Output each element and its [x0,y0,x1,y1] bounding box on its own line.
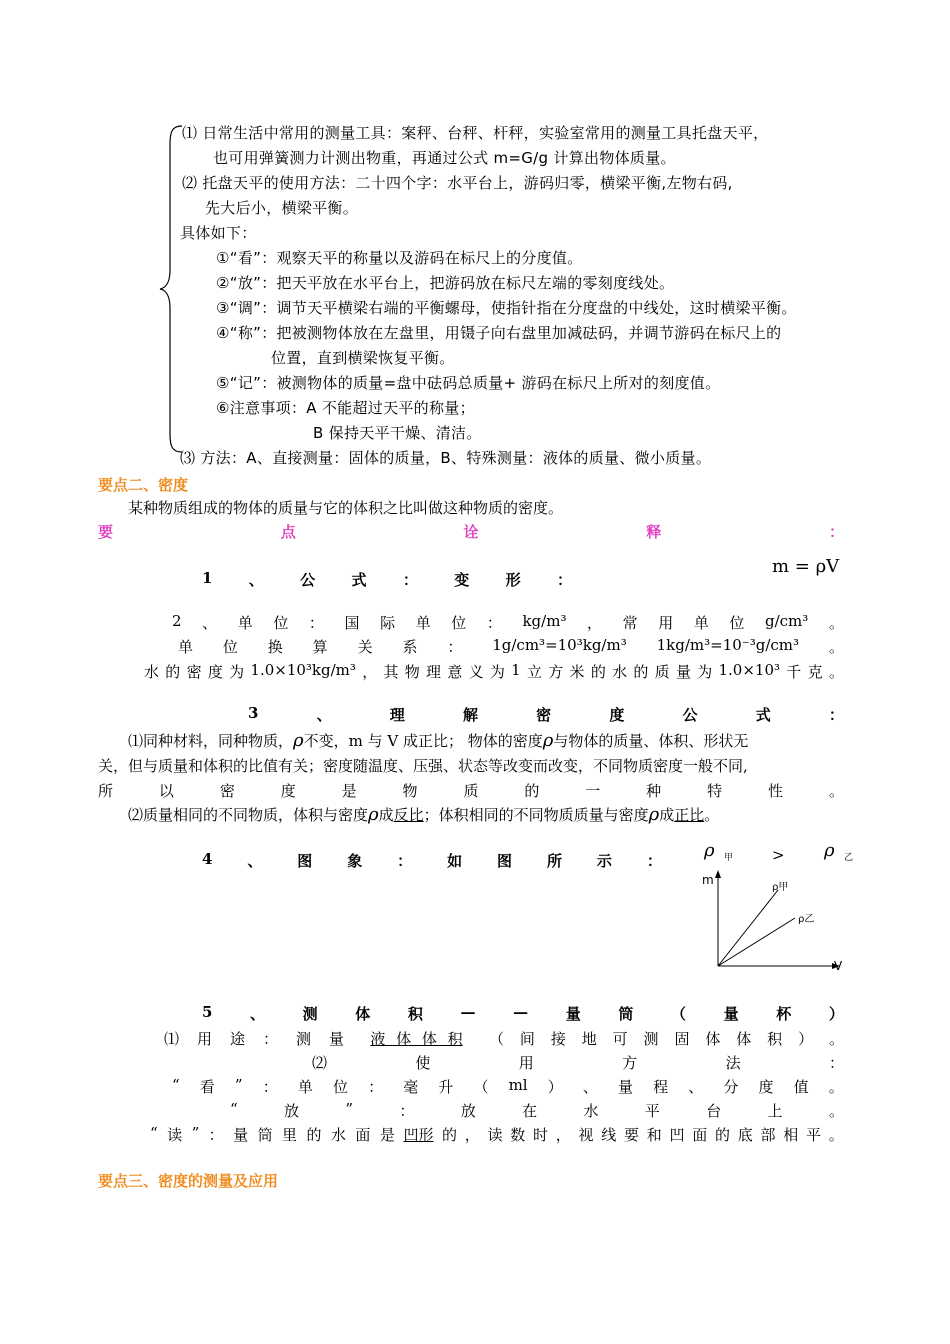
text-token: 种 [646,782,662,800]
text-token: 密 [219,782,235,800]
text-token: 理 [389,706,405,724]
text-token: 为 [489,663,505,681]
bracket-line-14: ⑶ 方法：A、直接测量：固体的质量，B、特殊测量：液体的质量、微小质量。 [180,449,712,467]
use-row [164,1028,844,1049]
text-token: 式 [755,706,771,724]
concave-shape: 凹形 [403,1126,434,1144]
text-token: 式 [351,571,367,589]
text-token: 测 [643,1030,659,1048]
text-token: 际 [380,614,396,632]
u1b: 不变，m 与 V 成正比； 物体的密度 [303,732,543,750]
text-token: 所 [546,852,562,870]
text-token: 读 [487,1126,503,1144]
text-token: 1g/cm³=10³kg/m³ [492,636,627,654]
understand-line-3 [98,780,844,801]
read-row-a [150,1124,395,1145]
text-token: ： [556,571,572,589]
text-token: 常 [622,614,638,632]
text-token: 图 [297,852,313,870]
text-token: 。 [828,782,844,800]
text-token: 体 [736,1030,752,1048]
text-token: 积 [407,1005,423,1023]
text-token: ） [828,1005,844,1023]
text-token: 体 [705,1030,721,1048]
text-token: 固 [674,1030,690,1048]
use-row-b [489,1028,844,1049]
rho-symbol: ρ [368,804,379,825]
text-token: 变 [454,571,470,589]
text-token: 3 [248,704,259,722]
text-token: 1.0×10³kg/m³ [250,661,356,679]
text-token: 。 [828,614,844,632]
text-token: 换 [267,638,283,656]
formula-row [202,569,572,590]
text-token: 是 [379,1126,395,1144]
density-graph [700,870,850,980]
text-token: 度 [758,1078,774,1096]
use-row-a [164,1028,344,1049]
text-token: 度 [609,706,625,724]
text-token: 放 [460,1102,476,1120]
text-token: 、 [247,852,263,870]
text-token: 使 [415,1054,431,1072]
text-token: ） [547,1078,563,1096]
bracket-line-1: ⑴ 日常生活中常用的测量工具：案秤、台秤、杆秤，实验室常用的测量工具托盘天平， [182,124,769,142]
u4d: ；体积相同的不同物质质量与密度 [423,806,649,824]
unit-row [172,612,844,633]
text-token: 、 [250,1005,266,1023]
bracket-line-9: ④“称”：把被测物体放在左盘里，用镊子向右盘里加减砝码，并调节游码在标尺上的 [216,324,782,342]
text-token: 法 [725,1054,741,1072]
density-definition: 某种物质组成的物体的质量与它的体积之比叫做这种物质的密度。 [128,499,564,517]
text-token: ： [646,852,662,870]
text-token: 水 [144,663,160,681]
text-token: 点 [280,523,296,541]
text-token: 在 [522,1102,538,1120]
liquid-volume: 液 体 体 积 [370,1030,463,1048]
text-token: 时 [532,1126,548,1144]
text-token: ： [486,614,502,632]
u4g: 。 [704,806,720,824]
text-token: 单 [237,614,253,632]
text-token: 的 [633,663,649,681]
text-token: 台 [706,1102,722,1120]
text-token: 和 [646,1126,662,1144]
text-token: 1 [202,569,213,587]
text-token: 用 [196,1030,212,1048]
text-token: 一 [585,782,601,800]
line2-label: ρ乙 [798,914,815,925]
u1a: ⑴同种材料，同种物质， [128,732,294,750]
text-token: 平 [644,1102,660,1120]
graph-row [202,850,662,871]
text-token: 测 [295,1030,311,1048]
text-token: 升 [438,1078,454,1096]
text-token: ： [397,852,413,870]
text-token: 看 [199,1078,215,1096]
text-token: 其 [383,663,399,681]
text-token: 位 [332,1078,348,1096]
text-token: 的 [714,1126,730,1144]
text-token: 途 [229,1030,245,1048]
u4e: 成 [659,806,675,824]
text-token: 量 [328,1030,344,1048]
text-token: kg/m³ [522,612,567,630]
read-row-b [442,1124,844,1145]
bracket-line-2: 也可用弹簧测力计测出物重，再通过公式 m=G/g 计算出物体质量。 [213,149,676,167]
text-token: 的 [306,1126,322,1144]
text-token: 位 [451,614,467,632]
text-token: 公 [682,706,698,724]
text-token: 4 [202,850,213,868]
text-token: ml [508,1076,528,1094]
text-token: 水 [330,1126,346,1144]
text-token: “ [230,1100,238,1118]
text-token: 数 [510,1126,526,1144]
text-token: 量 [617,1078,633,1096]
text-token: 量 [233,1126,249,1144]
text-token: ： [447,638,463,656]
text-token: 单 [178,638,194,656]
line-rho-jia [718,890,778,966]
bracket-line-11: ⑤“记”：被测物体的质量=盘中砝码总质量+ 游码在标尺上所对的刻度值。 [216,374,721,392]
look-row [172,1076,844,1097]
text-token: 如 [447,852,463,870]
text-token: ， [362,663,378,681]
text-token: 相 [783,1126,799,1144]
text-token: 。 [828,1030,844,1048]
text-token: 的 [590,663,606,681]
text-token: ” [345,1100,354,1118]
text-token: ： [399,1102,415,1120]
inverse-ratio: 反比 [393,806,424,824]
text-token: ： [262,1078,278,1096]
x-axis-label: V [834,959,843,973]
text-token: 物 [402,782,418,800]
formula-right: m = ρV [772,556,840,577]
text-token: 为 [697,663,713,681]
text-token: ： [208,1126,224,1144]
text-token: 的 [165,663,181,681]
text-token: 部 [760,1126,776,1144]
text-token: 。 [828,663,844,681]
rho-symbol: ρ [293,730,304,751]
text-token: 示 [596,852,612,870]
text-token: 、 [248,571,264,589]
text-token: 值 [793,1078,809,1096]
text-token: 可 [612,1030,628,1048]
text-token: 线 [601,1126,617,1144]
text-token: 面 [692,1126,708,1144]
explain-heading [98,521,844,542]
u4a: ⑵质量相同的不同物质，体积与密度 [128,806,369,824]
text-token: 接 [550,1030,566,1048]
text-token: 用 [518,1054,534,1072]
text-token: 读 [167,1126,183,1144]
rho-yi: ρ [824,840,835,861]
text-token: ： [828,706,844,724]
text-token: 。 [828,638,844,656]
section-heading-density: 要点二、密度 [98,476,189,494]
text-token: 关 [357,638,373,656]
y-axis-label: m [702,873,714,887]
text-token: 物 [404,663,420,681]
line1-label: ρ甲 [772,882,789,893]
text-token: — [513,1003,529,1021]
text-token: 。 [828,1126,844,1144]
method-row [312,1052,844,1073]
text-token: 立 [526,663,542,681]
rho-symbol: ρ [542,730,554,751]
text-token: 量 [565,1005,581,1023]
text-token: 意 [447,663,463,681]
text-token: 量 [723,1005,739,1023]
text-token: 性 [767,782,783,800]
section-heading-density-measure: 要点三、密度的测量及应用 [98,1172,279,1190]
bracket-line-5: 具体如下： [180,224,257,242]
text-token: ， [555,1126,571,1144]
text-token: 5 [202,1003,213,1021]
text-token: g/cm³ [765,612,809,630]
text-token: ⑵ [312,1054,328,1072]
text-token: 放 [284,1102,300,1120]
text-token: ） [798,1030,814,1048]
text-token: 理 [426,663,442,681]
rho-jia: ρ [704,840,715,861]
text-token: 算 [312,638,328,656]
text-token: 2 [172,612,182,630]
text-token: 特 [707,782,723,800]
text-token: 诠 [463,523,479,541]
text-token: 质 [654,663,670,681]
text-token: 密 [186,663,202,681]
text-token: ， [464,1126,480,1144]
text-token: ： [828,1054,844,1072]
text-token: 、 [582,1078,598,1096]
text-token: 方 [622,1054,638,1072]
text-token: 水 [583,1102,599,1120]
text-token: ： [262,1030,278,1048]
text-token: 是 [341,782,357,800]
text-token: 位 [729,614,745,632]
text-token: 间 [519,1030,535,1048]
text-token: 的 [524,782,540,800]
text-token: “ [150,1124,158,1142]
text-token: ， [587,614,603,632]
rho-symbol: ρ [648,804,660,825]
text-token: ： [828,523,844,541]
y-arrow [715,870,721,878]
text-token: 位 [222,638,238,656]
text-token: 形 [505,571,521,589]
text-token: 分 [723,1078,739,1096]
text-token: 毫 [403,1078,419,1096]
text-token: 解 [462,706,478,724]
text-token: 释 [646,523,662,541]
text-token: 所 [98,782,114,800]
bracket-line-13: B 保持天平干燥、清洁。 [313,424,482,442]
understand-line-2: 关，但与质量和体积的比值有关；密度随温度、压强、状态等改变而改变，不同物质密度一般不同, [98,757,748,775]
sub-yi: 乙 [844,853,854,863]
text-token: 要 [623,1126,639,1144]
bracket-line-3: ⑵ 托盘天平的使用方法：二十四个字：水平台上，游码归零，横梁平衡,左物右码, [182,174,733,192]
text-token: 水 [612,663,628,681]
text-token: 单 [415,614,431,632]
text-token: 以 [158,782,174,800]
text-token: 上 [767,1102,783,1120]
text-token: 、 [202,614,218,632]
text-token: 筒 [618,1005,634,1023]
text-token: 国 [344,614,360,632]
understand-formula-row [248,704,844,725]
text-token: ： [402,571,418,589]
water-density-row [144,661,844,682]
line-rho-yi [718,918,795,966]
text-token: 地 [581,1030,597,1048]
put-row [230,1100,844,1121]
bracket-line-10: 位置，直到横梁恢复平衡。 [271,349,455,367]
u1c: 与物体的质量、体积、形状无 [553,732,749,750]
text-token: 公 [300,571,316,589]
text-token: 平 [805,1126,821,1144]
text-token: 的 [441,1126,457,1144]
text-token: ： [308,614,324,632]
text-token: 方 [548,663,564,681]
text-token: 筒 [257,1126,273,1144]
bracket-line-12: ⑥注意事项：A 不能超过天平的称量； [216,399,475,417]
text-token: （ [489,1030,505,1048]
text-token: 1 [511,661,521,679]
u4b: 成 [378,806,394,824]
text-token: 克 [807,663,823,681]
text-token: 程 [653,1078,669,1096]
read-row [150,1124,844,1145]
understand-line-4 [128,804,719,825]
text-token: 面 [355,1126,371,1144]
text-token: 度 [207,663,223,681]
text-token: 千 [786,663,802,681]
text-token: 量 [675,663,691,681]
text-token: ⑴ [164,1030,180,1048]
bracket-line-6: ①“看”：观察天平的称量以及游码在标尺上的分度值。 [216,249,583,267]
text-token: 。 [828,1102,844,1120]
text-token: 位 [273,614,289,632]
text-token: 。 [828,1078,844,1096]
text-token: ： [368,1078,384,1096]
text-token: 米 [569,663,585,681]
convert-row [178,636,844,657]
text-token: 系 [402,638,418,656]
text-token: 、 [688,1078,704,1096]
text-token: 凹 [669,1126,685,1144]
curly-brace [158,124,184,454]
text-token: 质 [463,782,479,800]
text-token: 积 [767,1030,783,1048]
text-token: 单 [297,1078,313,1096]
text-token: 图 [497,852,513,870]
text-token: 度 [280,782,296,800]
text-token: （ [671,1005,687,1023]
text-token: 、 [316,706,332,724]
text-token: 底 [737,1126,753,1144]
measure-volume-row [202,1003,844,1024]
text-token: “ [172,1076,180,1094]
understand-line-1 [128,730,748,751]
text-token: ” [191,1124,200,1142]
text-token: 用 [658,614,674,632]
text-token: 义 [468,663,484,681]
text-token: 象 [347,852,363,870]
bracket-line-4: 先大后小，横梁平衡。 [205,199,359,217]
text-token: 1kg/m³=10⁻³g/cm³ [656,636,800,654]
text-token: 单 [693,614,709,632]
text-token: 视 [578,1126,594,1144]
text-token: 杯 [776,1005,792,1023]
text-token: 要 [98,523,114,541]
sub-jia: 甲 [724,853,734,863]
bracket-line-7: ②“放”：把天平放在水平台上，把游码放在标尺左端的零刻度线处。 [216,274,675,292]
text-token: （ [473,1078,489,1096]
text-token: 测 [302,1005,318,1023]
text-token: 里 [282,1126,298,1144]
direct-ratio: 正比 [674,806,705,824]
text-token: 1.0×10³ [718,661,781,679]
text-token: ” [234,1076,243,1094]
text-token: 为 [229,663,245,681]
greater-than: > [772,846,785,864]
text-token: — [460,1003,476,1021]
text-token: 密 [536,706,552,724]
text-token: 体 [355,1005,371,1023]
bracket-line-8: ③“调”：调节天平横梁右端的平衡螺母，使指针指在分度盘的中线处，这时横梁平衡。 [216,299,797,317]
